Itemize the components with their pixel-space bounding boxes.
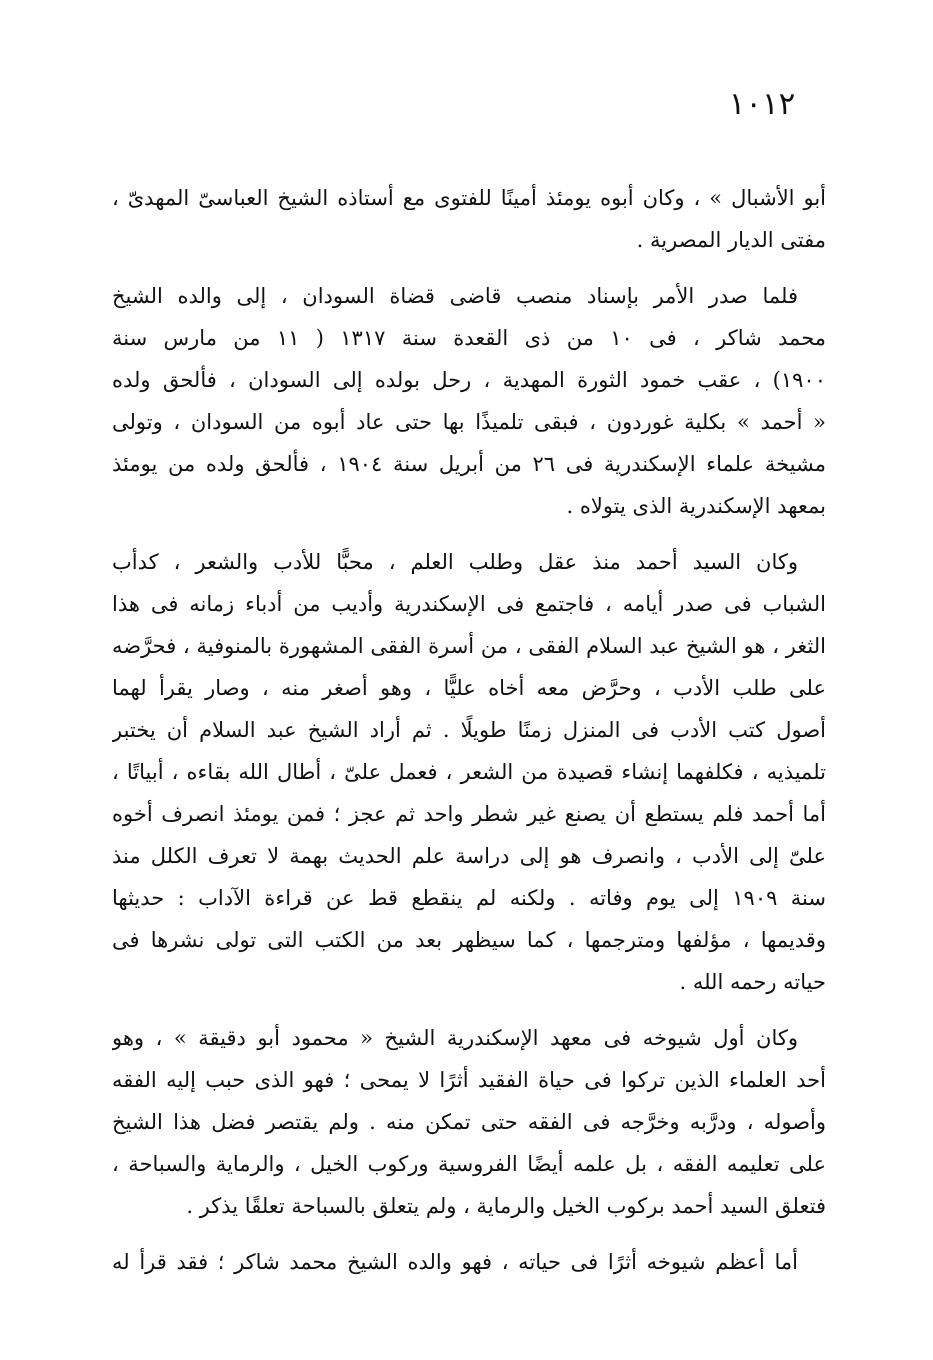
text-line: حياته رحمه الله .: [679, 970, 826, 994]
paragraph-5: [112, 1241, 826, 1283]
text-line: الثغر ، هو الشيخ عبد السلام الفقى ، من أسرة الفقى المشهورة بالمنوفية ، فحرَّضه: [112, 634, 826, 658]
paragraph-3: [112, 541, 826, 1003]
text-line: أما أعظم شيوخه أثرًا فى حياته ، فهو والده الشيخ محمد شاكر ؛ فقد قرأ له: [112, 1250, 798, 1274]
paragraph-1: [112, 177, 826, 261]
text-line: أصول كتب الأدب فى المنزل زمنًا طويلًا . ثم أراد الشيخ عبد السلام أن يختبر: [112, 718, 826, 742]
text-line: أبو الأشبال » ، وكان أبوه يومئذ أمينًا للفتوى مع أستاذه الشيخ العباسىّ المهدىّ ،: [112, 186, 826, 210]
text-line: مشيخة علماء الإسكندرية فى ٢٦ من أبريل سنة ١٩٠٤ ، فألحق ولده من يومئذ: [112, 452, 826, 476]
text-line: وقديمها ، مؤلفها ومترجمها ، كما سيظهر بعد من الكتب التى تولى نشرها فى: [112, 928, 826, 952]
text-line: سنة ١٩٠٩ إلى يوم وفاته . ولكنه لم ينقطع قط عن قراءة الآداب : حديثها: [112, 886, 826, 910]
text-line: وكان السيد أحمد منذ عقل وطلب العلم ، محبًّا للأدب والشعر ، كدأب: [112, 550, 798, 574]
page-number: ١٠١٢: [728, 86, 796, 122]
text-line: فتعلق السيد أحمد بركوب الخيل والرماية ، ولم يتعلق بالسباحة تعلقًا يذكر .: [186, 1194, 826, 1218]
text-line: على تعليمه الفقه ، بل علمه أيضًا الفروسية وركوب الخيل ، والرماية والسباحة ،: [112, 1152, 826, 1176]
text-line: « أحمد » بكلية غوردون ، فبقى تلميذًا بها حتى عاد أبوه من السودان ، وتولى: [112, 410, 826, 434]
text-line: أحد العلماء الذين تركوا فى حياة الفقيد أثرًا لا يمحى ؛ فهو الذى حبب إليه الفقه: [112, 1068, 826, 1092]
paragraph-2: [112, 275, 826, 527]
text-line: مفتى الديار المصرية .: [636, 228, 826, 252]
text-line: علىّ إلى الأدب ، وانصرف هو إلى دراسة علم الحديث بهمة لا تعرف الكلل منذ: [112, 844, 826, 868]
text-line: تلميذيه ، فكلفهما إنشاء قصيدة من الشعر ، فعمل علىّ ، أطال الله بقاءه ، أبياتًا ،: [112, 760, 826, 784]
text-line: أما أحمد فلم يستطع أن يصنع غير شطر واحد ثم عجز ؛ فمن يومئذ انصرف أخوه: [112, 802, 826, 826]
text-line: فلما صدر الأمر بإسناد منصب قاضى قضاة السودان ، إلى والده الشيخ: [112, 284, 798, 308]
text-line: الشباب فى صدر أيامه ، فاجتمع فى الإسكندرية وأديب من أدباء زمانه فى هذا: [112, 592, 826, 616]
body-text: [112, 177, 826, 1283]
text-line: وأصوله ، ودرَّبه وخرَّجه فى الفقه حتى تمكن منه . ولم يقتصر فضل هذا الشيخ: [112, 1110, 826, 1134]
text-line: ١٩٠٠) ، عقب خمود الثورة المهدية ، رحل بولده إلى السودان ، فألحق ولده: [112, 368, 826, 392]
paragraph-4: [112, 1017, 826, 1227]
text-line: وكان أول شيوخه فى معهد الإسكندرية الشيخ « محمود أبو دقيقة » ، وهو: [112, 1026, 798, 1050]
text-line: على طلب الأدب ، وحرَّض معه أخاه عليًّا ، وهو أصغر منه ، وصار يقرأ لهما: [112, 676, 826, 700]
text-line: محمد شاكر ، فى ١٠ من ذى القعدة سنة ١٣١٧ ( ١١ من مارس سنة: [112, 326, 826, 350]
text-line: بمعهد الإسكندرية الذى يتولاه .: [566, 494, 826, 518]
